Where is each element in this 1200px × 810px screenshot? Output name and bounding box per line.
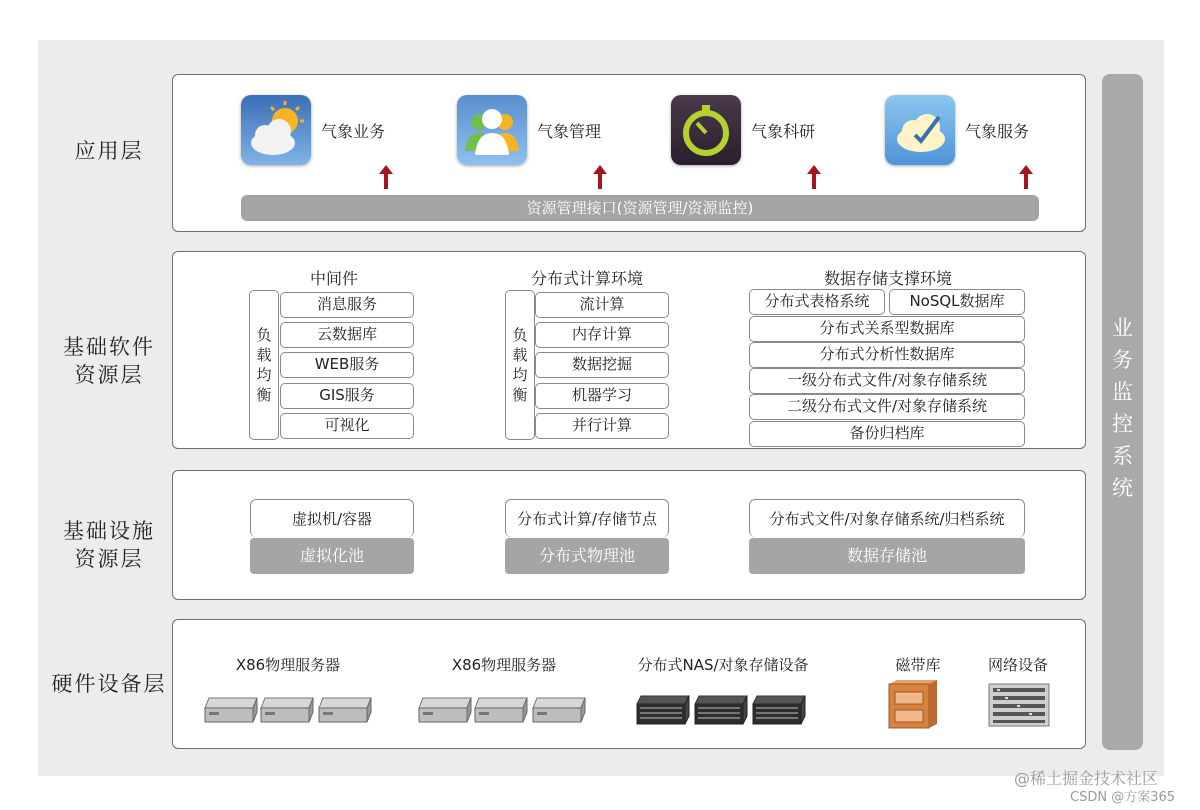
server-icon	[317, 696, 373, 726]
app-weather-business	[241, 95, 385, 165]
infra-top-box: 分布式计算/存储节点	[505, 499, 669, 537]
infra-pool: 虚拟化池	[250, 538, 414, 574]
middleware-item: WEB服务	[280, 352, 414, 378]
infra-top-box: 分布式文件/对象存储系统/归档系统	[749, 499, 1025, 537]
middleware-item: 云数据库	[280, 322, 414, 348]
app-label-weather-service: 气象服务	[965, 121, 1030, 141]
distributed-compute-item: 数据挖掘	[535, 352, 669, 378]
hardware-label: X86物理服务器	[451, 656, 557, 674]
weather-sun-cloud-icon	[241, 95, 311, 165]
storage-support-item: NoSQL数据库	[889, 289, 1025, 315]
middleware-item: 消息服务	[280, 292, 414, 318]
middleware-item: GIS服务	[280, 383, 414, 409]
storage-support-item: 分布式分析性数据库	[749, 342, 1025, 368]
middleware-title: 中间件	[309, 269, 358, 288]
watermark-juejin: @稀土掘金技术社区	[1014, 769, 1159, 788]
distributed-compute-item: 机器学习	[535, 383, 669, 409]
up-arrow-icon	[379, 165, 393, 189]
middleware-load-balance: 负 载 均 衡	[249, 290, 279, 440]
storage-device-icon	[635, 694, 691, 726]
hardware-layer-panel	[172, 619, 1086, 749]
business-monitoring-system-bar	[1102, 74, 1143, 750]
server-icon	[203, 696, 259, 726]
server-icon	[259, 696, 315, 726]
distributed-compute-title: 分布式计算环境	[530, 269, 643, 288]
storage-device-icon	[693, 694, 749, 726]
hardware-label: 网络设备	[987, 656, 1048, 674]
users-icon	[457, 95, 527, 165]
infra-pool: 分布式物理池	[505, 538, 669, 574]
app-label-weather-management: 气象管理	[537, 121, 602, 141]
app-label-weather-research: 气象科研	[751, 121, 816, 141]
tape-library-icon	[885, 678, 941, 730]
hardware-label: X86物理服务器	[235, 656, 341, 674]
network-switch-icon	[987, 682, 1051, 728]
server-icon	[531, 696, 587, 726]
app-weather-service	[885, 95, 1029, 165]
up-arrow-icon	[1019, 165, 1033, 189]
cloud-check-icon	[885, 95, 955, 165]
layer-label-software: 基础软件 资源层	[63, 335, 155, 387]
timer-icon	[671, 95, 741, 165]
storage-device-icon	[751, 694, 807, 726]
app-label-weather-business: 气象业务	[321, 121, 386, 141]
infra-top-box: 虚拟机/容器	[250, 499, 414, 537]
distributed-compute-item: 流计算	[535, 292, 669, 318]
app-weather-management	[457, 95, 601, 165]
middleware-item: 可视化	[280, 413, 414, 439]
app-layer-panel	[172, 74, 1086, 232]
storage-support-item: 二级分布式文件/对象存储系统	[749, 394, 1025, 420]
layer-label-app: 应用层	[74, 139, 144, 163]
watermark-csdn: CSDN @方案365	[1070, 790, 1176, 805]
storage-support-item: 一级分布式文件/对象存储系统	[749, 368, 1025, 394]
layer-label-infra: 基础设施 资源层	[63, 519, 155, 571]
software-layer-panel	[172, 251, 1086, 449]
server-icon	[417, 696, 473, 726]
server-icon	[473, 696, 529, 726]
distributed-compute-item: 并行计算	[535, 413, 669, 439]
resource-management-interface-bar: 资源管理接口(资源管理/资源监控)	[241, 195, 1039, 221]
hardware-label: 磁带库	[895, 656, 941, 674]
storage-support-title: 数据存储支撑环境	[823, 269, 952, 288]
app-weather-research	[671, 95, 815, 165]
distributed-compute-item: 内存计算	[535, 322, 669, 348]
business-monitoring-system-label: 业 务 监 控 系 统	[1112, 316, 1133, 500]
infra-layer-panel	[172, 470, 1086, 600]
infra-pool: 数据存储池	[749, 538, 1025, 574]
distributed-compute-load-balance: 负 载 均 衡	[505, 290, 535, 440]
storage-support-item: 备份归档库	[749, 421, 1025, 447]
hardware-label: 分布式NAS/对象存储设备	[637, 656, 809, 674]
layer-label-hardware: 硬件设备层	[51, 672, 167, 696]
up-arrow-icon	[807, 165, 821, 189]
up-arrow-icon	[593, 165, 607, 189]
storage-support-item: 分布式关系型数据库	[749, 316, 1025, 342]
storage-support-item: 分布式表格系统	[749, 289, 885, 315]
